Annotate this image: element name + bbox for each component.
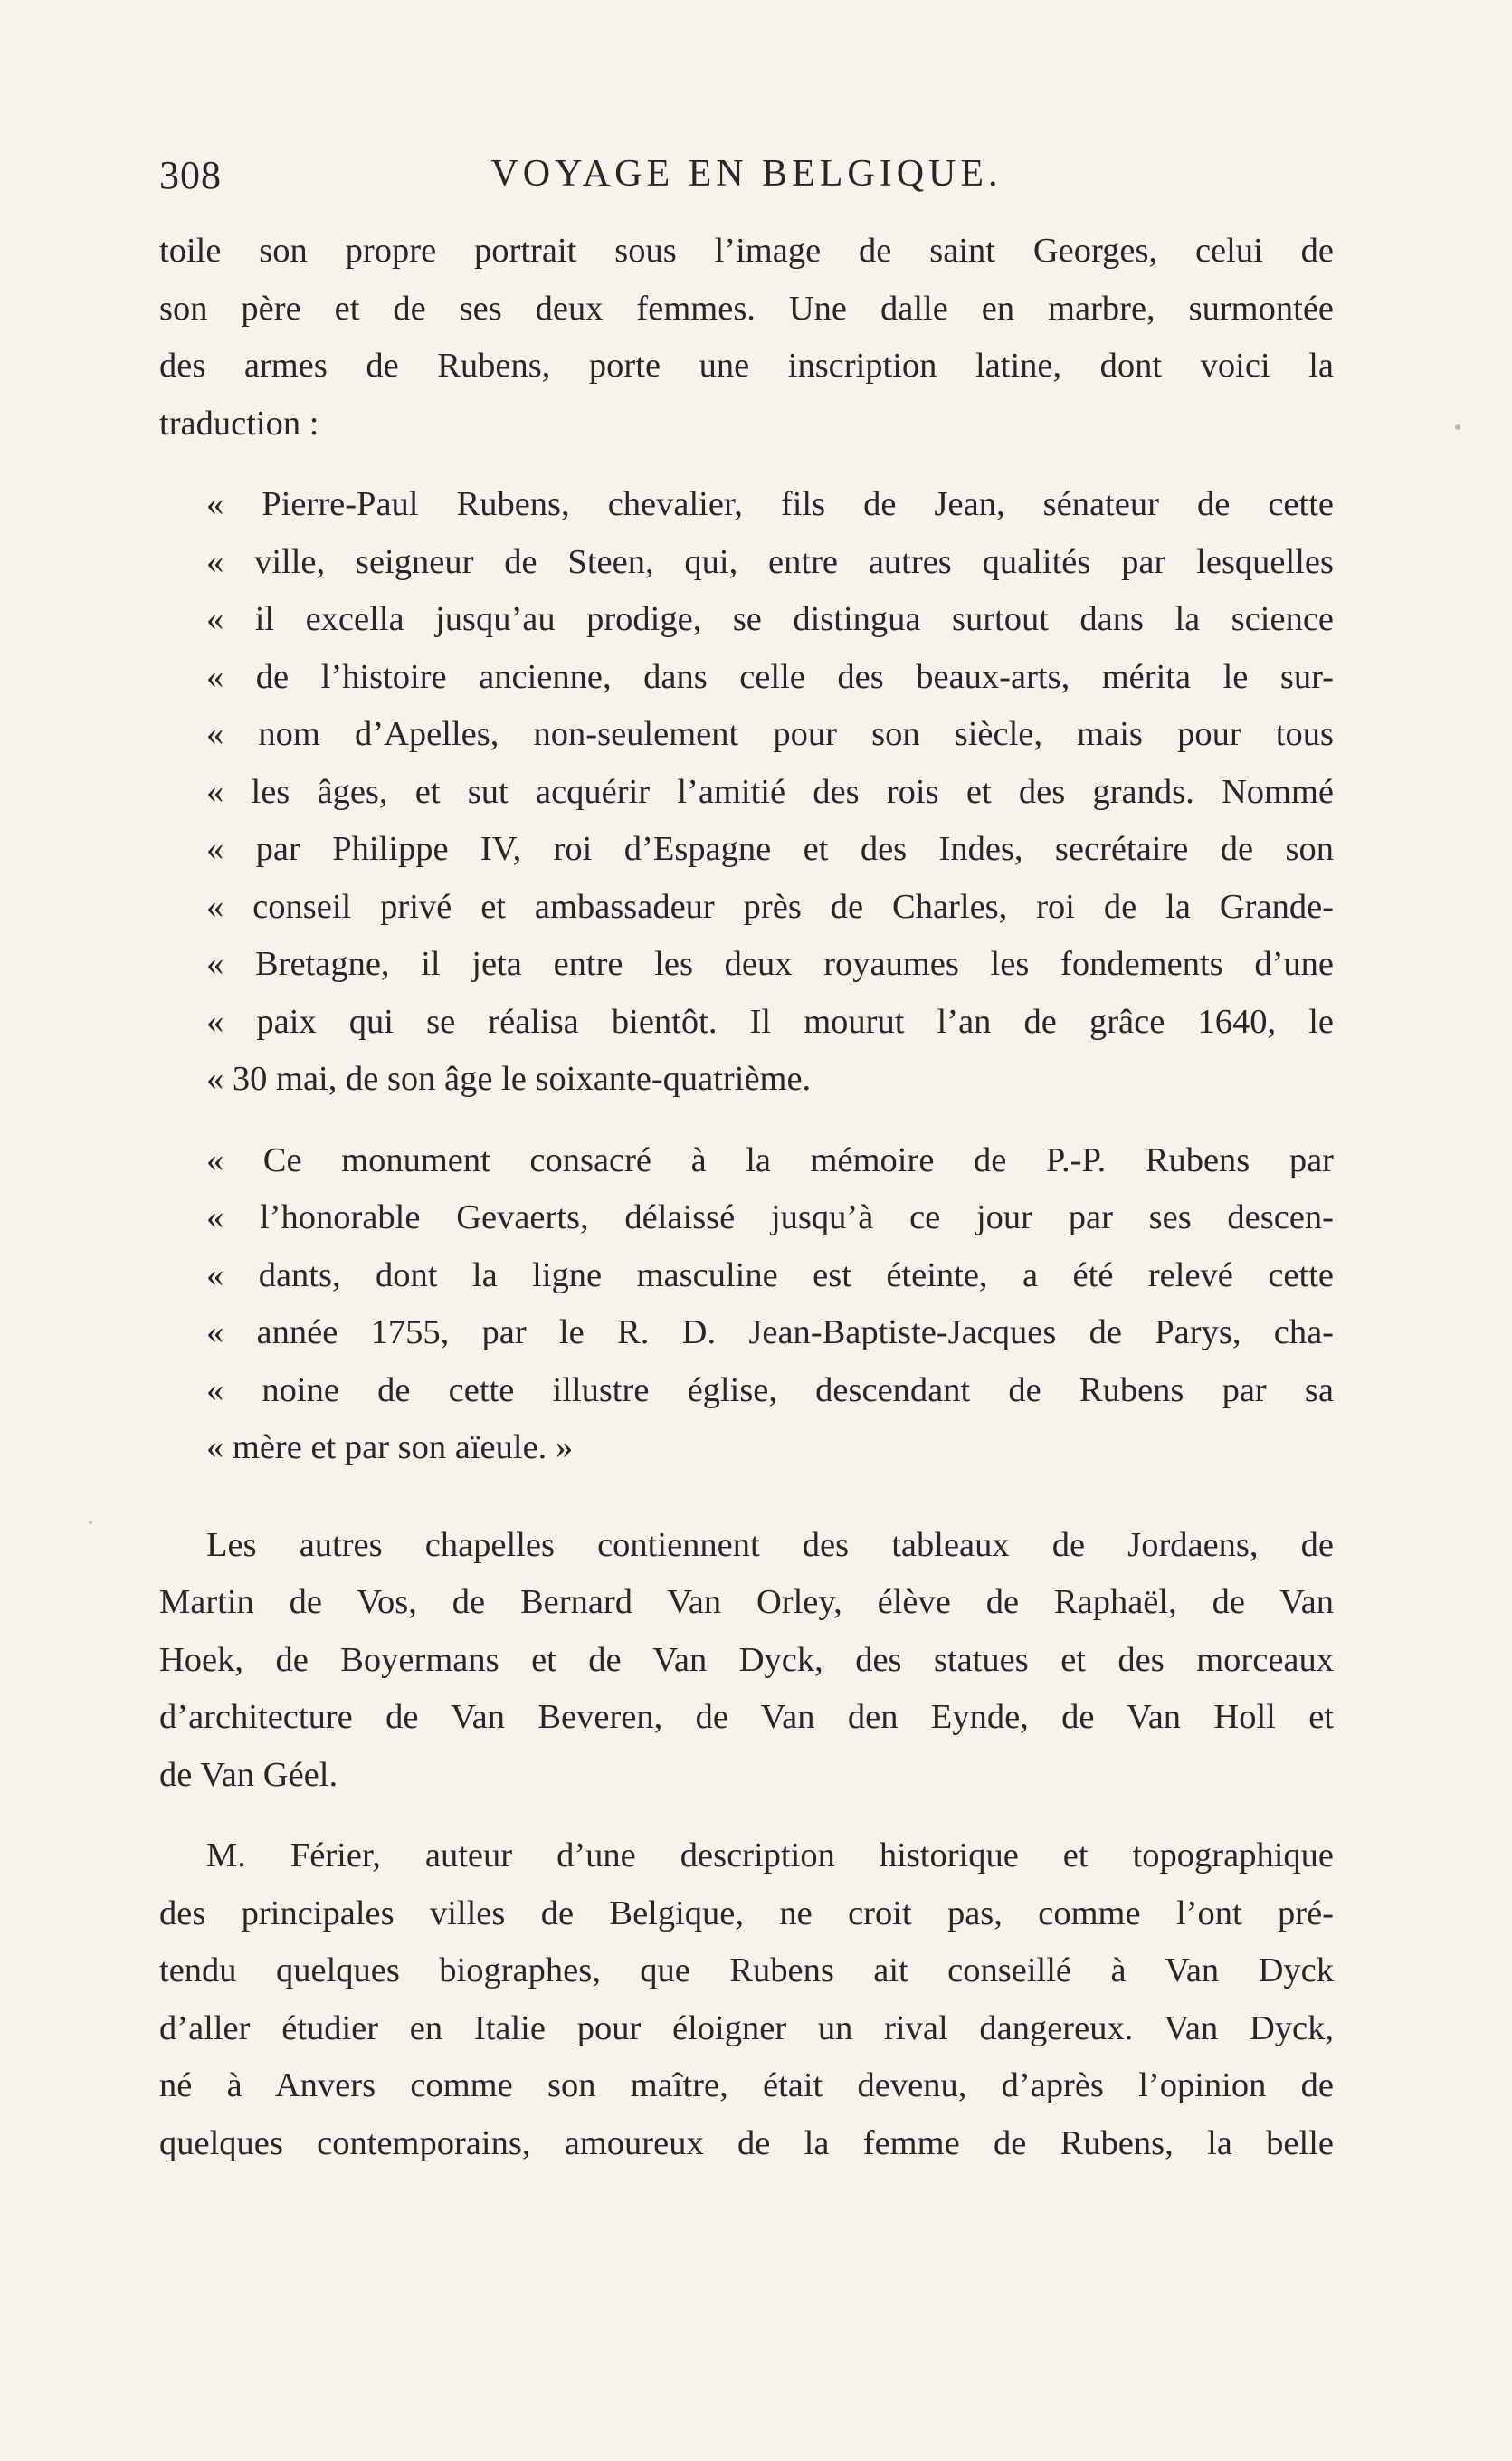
quote-line: « il excella jusqu’au prodige, se distingua surtout dans la science bbox=[206, 600, 1334, 638]
quote-line: « dants, dont la ligne masculine est éteinte, a été relevé cette bbox=[206, 1255, 1334, 1294]
text-line: toile son propre portrait sous l’image de saint Georges, celui de bbox=[159, 232, 1334, 270]
quote-line: « nom d’Apelles, non-seulement pour son siècle, mais pour tous bbox=[206, 715, 1334, 753]
quote-line: « l’honorable Gevaerts, délaissé jusqu’à ce jour par ses descen- bbox=[206, 1198, 1334, 1236]
text-line: d’architecture de Van Beveren, de Van den Eynde, de Van Holl et bbox=[159, 1698, 1334, 1736]
paper-speck bbox=[1455, 424, 1460, 430]
page-number: 308 bbox=[159, 153, 222, 197]
text-line: traduction : bbox=[159, 404, 319, 443]
spacer bbox=[159, 453, 1334, 476]
spacer bbox=[159, 1804, 1334, 1827]
quote-line: « Bretagne, il jeta entre les deux royaumes les fondements d’une bbox=[206, 945, 1334, 983]
text-line: Les autres chapelles contiennent des tableaux de Jordaens, de bbox=[206, 1525, 1334, 1564]
paper-speck bbox=[89, 1521, 92, 1524]
text-line: M. Férier, auteur d’une description historique et topographique bbox=[206, 1836, 1334, 1874]
text-line: des principales villes de Belgique, ne croit pas, comme l’ont pré- bbox=[159, 1893, 1334, 1932]
running-title: VOYAGE EN BELGIQUE. bbox=[490, 153, 1003, 195]
paragraph-2 bbox=[159, 1517, 1334, 1805]
text-line: né à Anvers comme son maître, était devenu, d’après l’opinion de bbox=[159, 2066, 1334, 2104]
quote-line: « de l’histoire ancienne, dans celle des beaux-arts, mérita le sur- bbox=[206, 657, 1334, 696]
spacer bbox=[159, 1477, 1334, 1517]
text-line: des armes de Rubens, porte une inscription latine, dont voici la bbox=[159, 347, 1334, 385]
quote-line: « les âges, et sut acquérir l’amitié des rois et des grands. Nommé bbox=[206, 772, 1334, 811]
paragraph-1 bbox=[159, 223, 1334, 453]
text-line: d’aller étudier en Italie pour éloigner un rival dangereux. Van Dyck, bbox=[159, 2008, 1334, 2047]
inscription-quote-1 bbox=[159, 476, 1334, 1109]
quote-line: « noine de cette illustre église, descendant de Rubens par sa bbox=[206, 1370, 1334, 1409]
text-line: de Van Géel. bbox=[159, 1755, 338, 1794]
paragraph-3 bbox=[159, 1827, 1334, 2172]
quote-line: « 30 mai, de son âge le soixante-quatrième. bbox=[206, 1060, 812, 1098]
inscription-quote-2 bbox=[159, 1132, 1334, 1477]
text-line: Hoek, de Boyermans et de Van Dyck, des statues et des morceaux bbox=[159, 1640, 1334, 1679]
spacer bbox=[159, 1109, 1334, 1132]
quote-line: « Pierre-Paul Rubens, chevalier, fils de Jean, sénateur de cette bbox=[206, 485, 1334, 523]
text-line: quelques contemporains, amoureux de la femme de Rubens, la belle bbox=[159, 2123, 1334, 2162]
text-line: tendu quelques biographes, que Rubens ait conseillé à Van Dyck bbox=[159, 1951, 1334, 1989]
quote-line: « mère et par son aïeule. » bbox=[206, 1428, 574, 1466]
body-text bbox=[159, 223, 1334, 2172]
text-line: son père et de ses deux femmes. Une dalle en marbre, surmontée bbox=[159, 289, 1334, 328]
quote-line: « paix qui se réalisa bientôt. Il mourut l’an de grâce 1640, le bbox=[206, 1002, 1334, 1041]
quote-line: « ville, seigneur de Steen, qui, entre autres qualités par lesquelles bbox=[206, 542, 1334, 581]
text-line: Martin de Vos, de Bernard Van Orley, élève de Raphaël, de Van bbox=[159, 1583, 1334, 1621]
quote-line: « Ce monument consacré à la mémoire de P.-P. Rubens par bbox=[206, 1140, 1334, 1179]
quote-line: « conseil privé et ambassadeur près de Charles, roi de la Grande- bbox=[206, 887, 1334, 926]
quote-line: « année 1755, par le R. D. Jean-Baptiste-Jacques de Parys, cha- bbox=[206, 1313, 1334, 1351]
page-header bbox=[159, 152, 1334, 206]
quote-line: « par Philippe IV, roi d’Espagne et des Indes, secrétaire de son bbox=[206, 830, 1334, 868]
